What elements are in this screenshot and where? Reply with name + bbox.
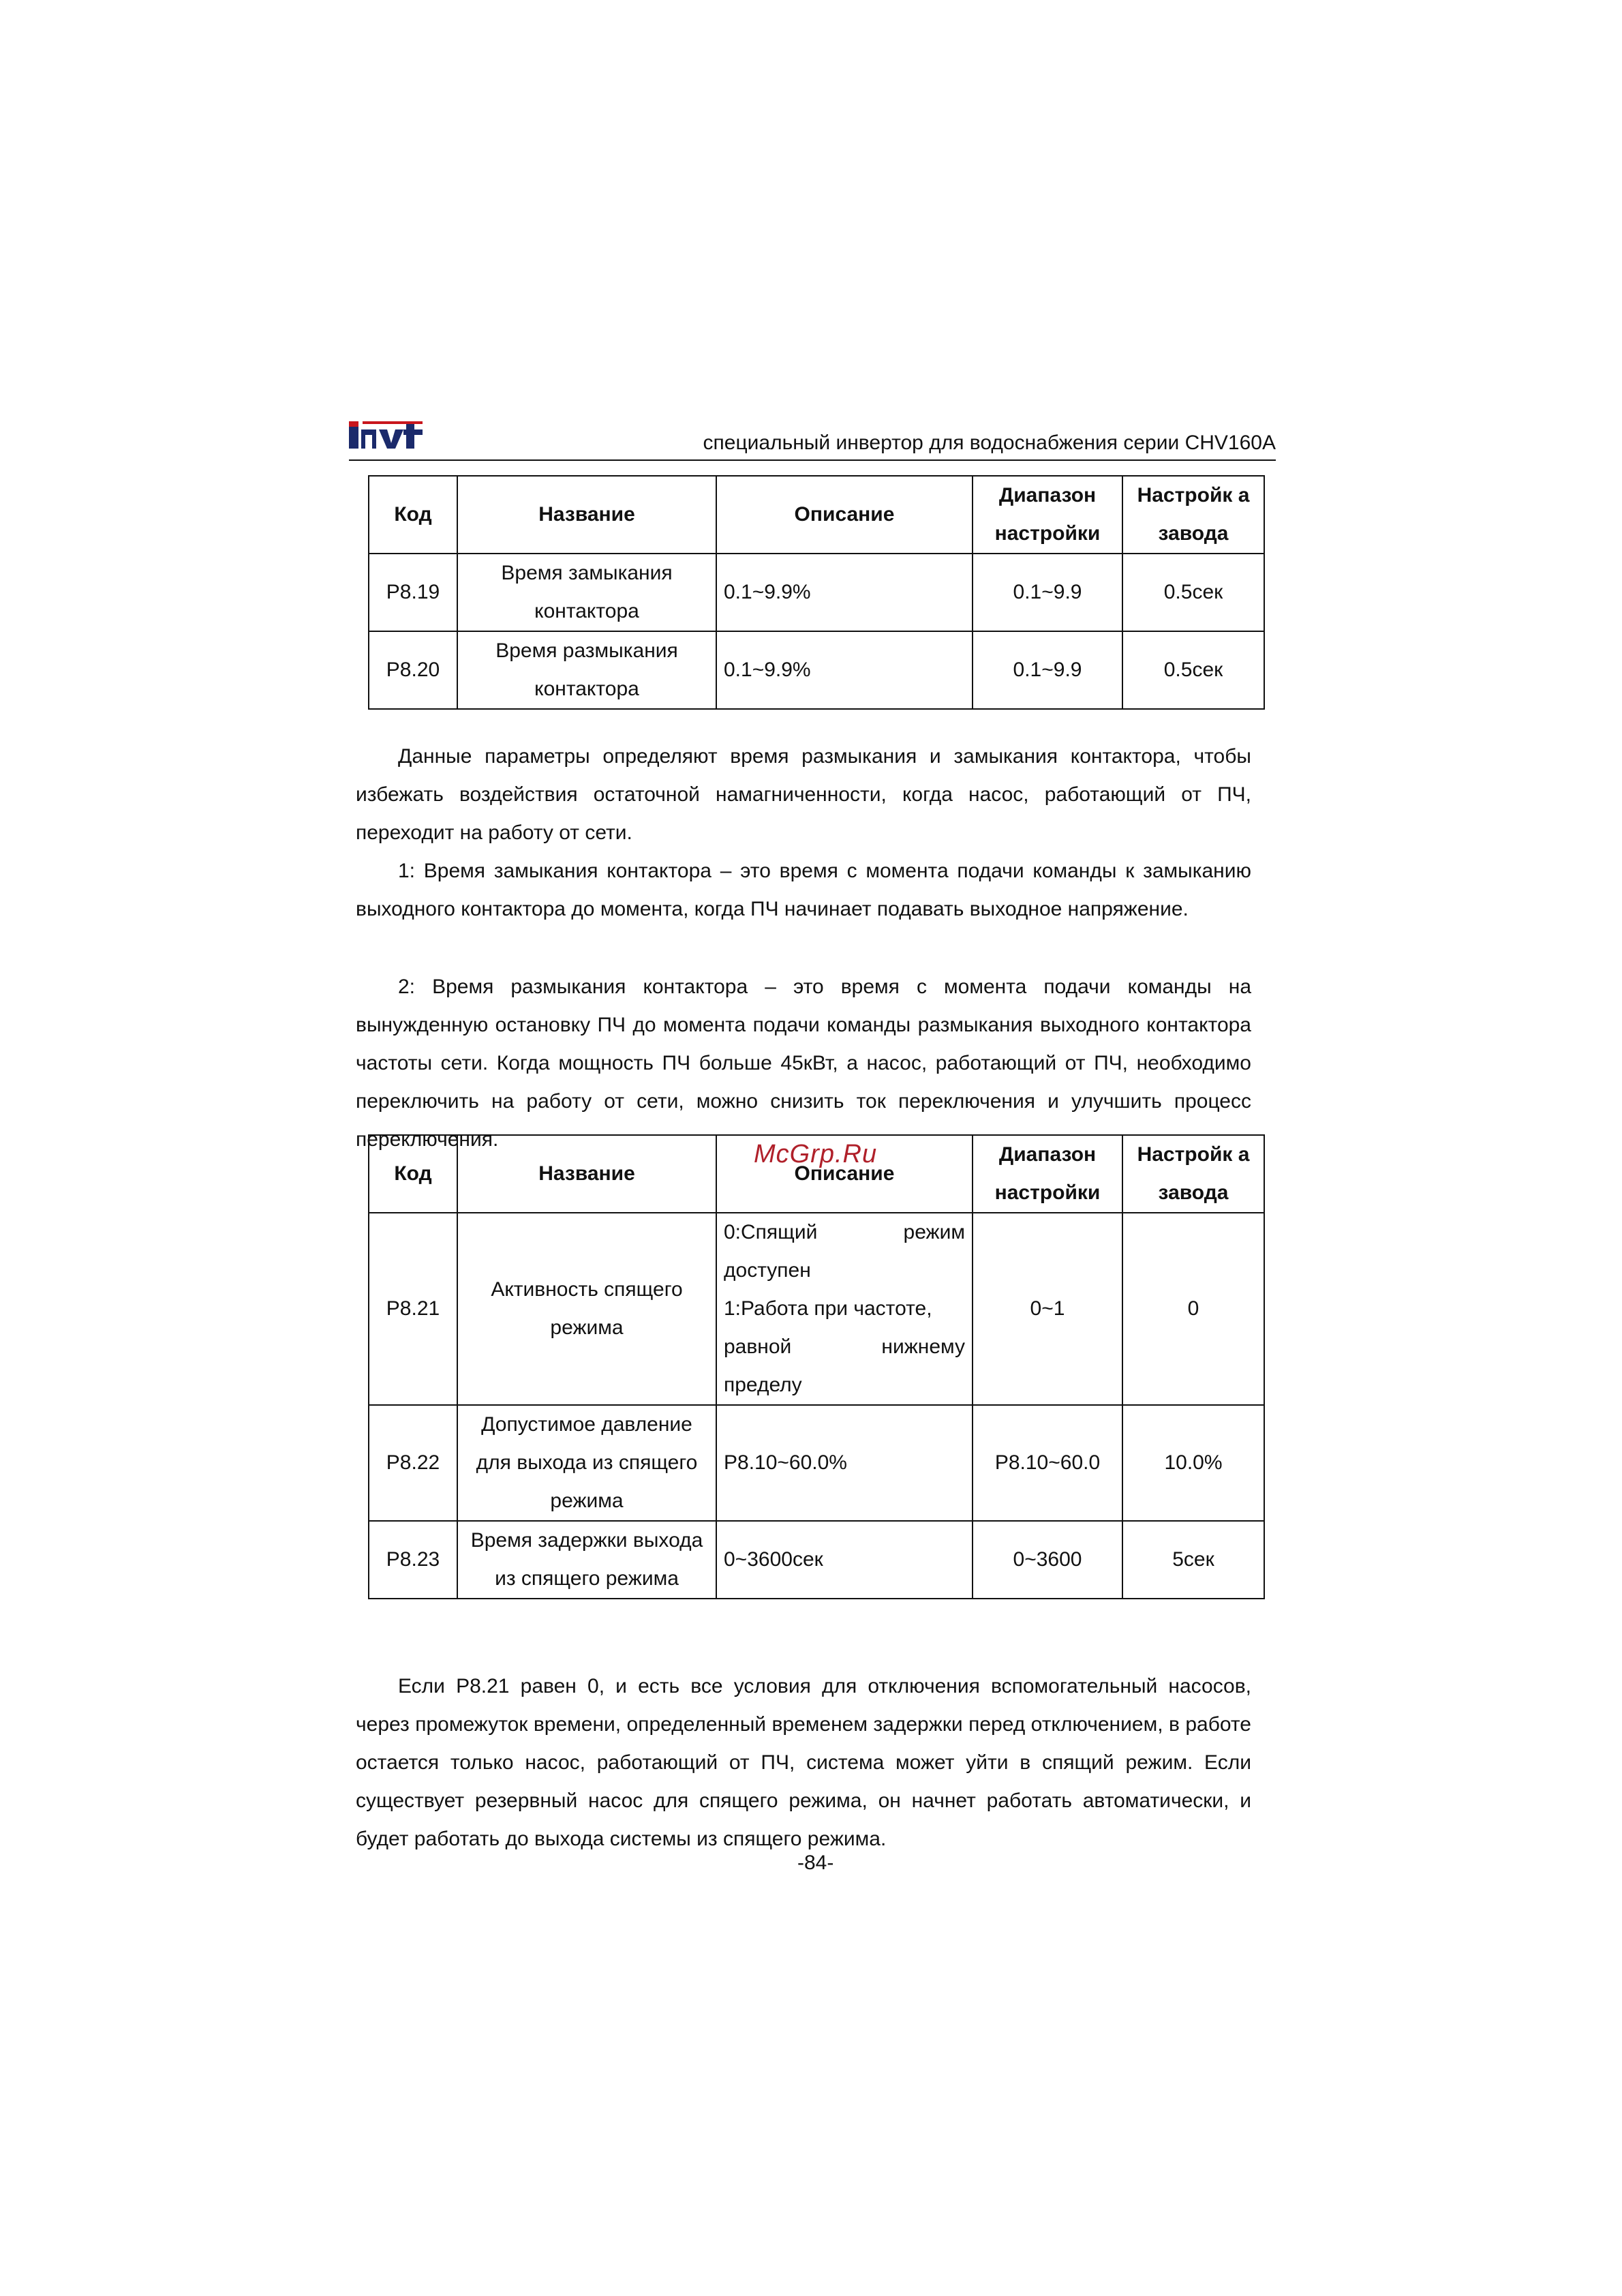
- cell-name: Время размыкания контактора: [457, 631, 716, 709]
- header-range: Диапазон настройки: [973, 1135, 1122, 1213]
- header-title: специальный инвертор для водоснабжения серии CHV160A: [703, 432, 1276, 454]
- table-row: [369, 1521, 1264, 1599]
- cell-code: P8.19: [369, 554, 457, 631]
- cell-default: 5сек: [1122, 1521, 1264, 1599]
- cell-name: Время задержки выхода из спящего режима: [457, 1521, 716, 1599]
- cell-code: P8.23: [369, 1521, 457, 1599]
- description-line: [724, 1213, 965, 1252]
- cell-default: 0.5сек: [1122, 554, 1264, 631]
- cell-range: 0.1~9.9: [973, 554, 1122, 631]
- description-text: равной: [724, 1335, 792, 1358]
- table-header-row: [369, 476, 1264, 554]
- table-row: [369, 1405, 1264, 1521]
- cell-description: 0.1~9.9%: [716, 554, 973, 631]
- header-code: Код: [369, 476, 457, 554]
- cell-code: P8.21: [369, 1213, 457, 1405]
- paragraph-1: Данные параметры определяют время размыкания и замыкания контактора, чтобы избежать воздействия остаточной намагниченности, когда насос, работающий от ПЧ, переходит на работу от сети.: [356, 745, 1251, 844]
- cell-name: Время замыкания контактора: [457, 554, 716, 631]
- cell-default: 0.5сек: [1122, 631, 1264, 709]
- paragraph-3: 2: Время размыкания контактора – это время с момента подачи команды на вынужденную остановку ПЧ до момента подачи команды размыкания выходного контактора частоты сети. Когда мощность ПЧ больше 45кВт, а насос, работающий от ПЧ, необходимо переключить на работу от сети, можно снизить ток переключения и улучшить процесс переключения.: [356, 976, 1251, 1151]
- cell-range: 0.1~9.9: [973, 631, 1122, 709]
- table-row: [369, 1213, 1264, 1405]
- cell-description: 0.1~9.9%: [716, 631, 973, 709]
- cell-name: Активность спящего режима: [457, 1213, 716, 1405]
- description-text: 0:Спящий: [724, 1221, 818, 1243]
- table-row: [369, 554, 1264, 631]
- cell-range: 0~1: [973, 1213, 1122, 1405]
- description-line: [724, 1328, 965, 1366]
- cell-code: P8.20: [369, 631, 457, 709]
- table-row: [369, 631, 1264, 709]
- description-line: 1:Работа при частоте,: [724, 1297, 932, 1320]
- header-range: Диапазон настройки: [973, 476, 1122, 554]
- invt-logo: [349, 421, 425, 451]
- cell-description: [716, 1213, 973, 1405]
- parameters-table-2: [368, 1134, 1265, 1599]
- description-text: режим: [903, 1221, 965, 1243]
- header-divider: [349, 459, 1276, 461]
- header-description: Описание: [716, 1135, 973, 1213]
- paragraph-2: 1: Время замыкания контактора – это время с момента подачи команды к замыканию выходного контактора до момента, когда ПЧ начинает подавать выходное напряжение.: [356, 860, 1251, 920]
- description-line: пределу: [724, 1374, 802, 1396]
- cell-range: P8.10~60.0: [973, 1405, 1122, 1521]
- cell-name: Допустимое давление для выхода из спящего режима: [457, 1405, 716, 1521]
- description-line: доступен: [724, 1259, 811, 1282]
- paragraph-4: Если P8.21 равен 0, и есть все условия для отключения вспомогательный насосов, через промежуток времени, определенный временем задержки перед отключением, в работе остается только насос, работающий от ПЧ, система может уйти в спящий режим. Если существует резервный насос для спящего режима, он начнет работать автоматически, и будет работать до выхода системы из спящего режима.: [356, 1675, 1251, 1850]
- watermark: McGrp.Ru: [754, 1140, 878, 1168]
- header-name: Название: [457, 476, 716, 554]
- header-default: Настройк а завода: [1122, 1135, 1264, 1213]
- cell-default: 0: [1122, 1213, 1264, 1405]
- cell-description: P8.10~60.0%: [716, 1405, 973, 1521]
- header-code: Код: [369, 1135, 457, 1213]
- parameters-table-1: [368, 475, 1265, 710]
- cell-code: P8.22: [369, 1405, 457, 1521]
- description-text: нижнему: [881, 1335, 965, 1358]
- header-default: Настройк а завода: [1122, 476, 1264, 554]
- page-number: -84-: [797, 1852, 834, 1874]
- header-description: Описание: [716, 476, 973, 554]
- cell-default: 10.0%: [1122, 1405, 1264, 1521]
- cell-range: 0~3600: [973, 1521, 1122, 1599]
- header-name: Название: [457, 1135, 716, 1213]
- cell-description: 0~3600сек: [716, 1521, 973, 1599]
